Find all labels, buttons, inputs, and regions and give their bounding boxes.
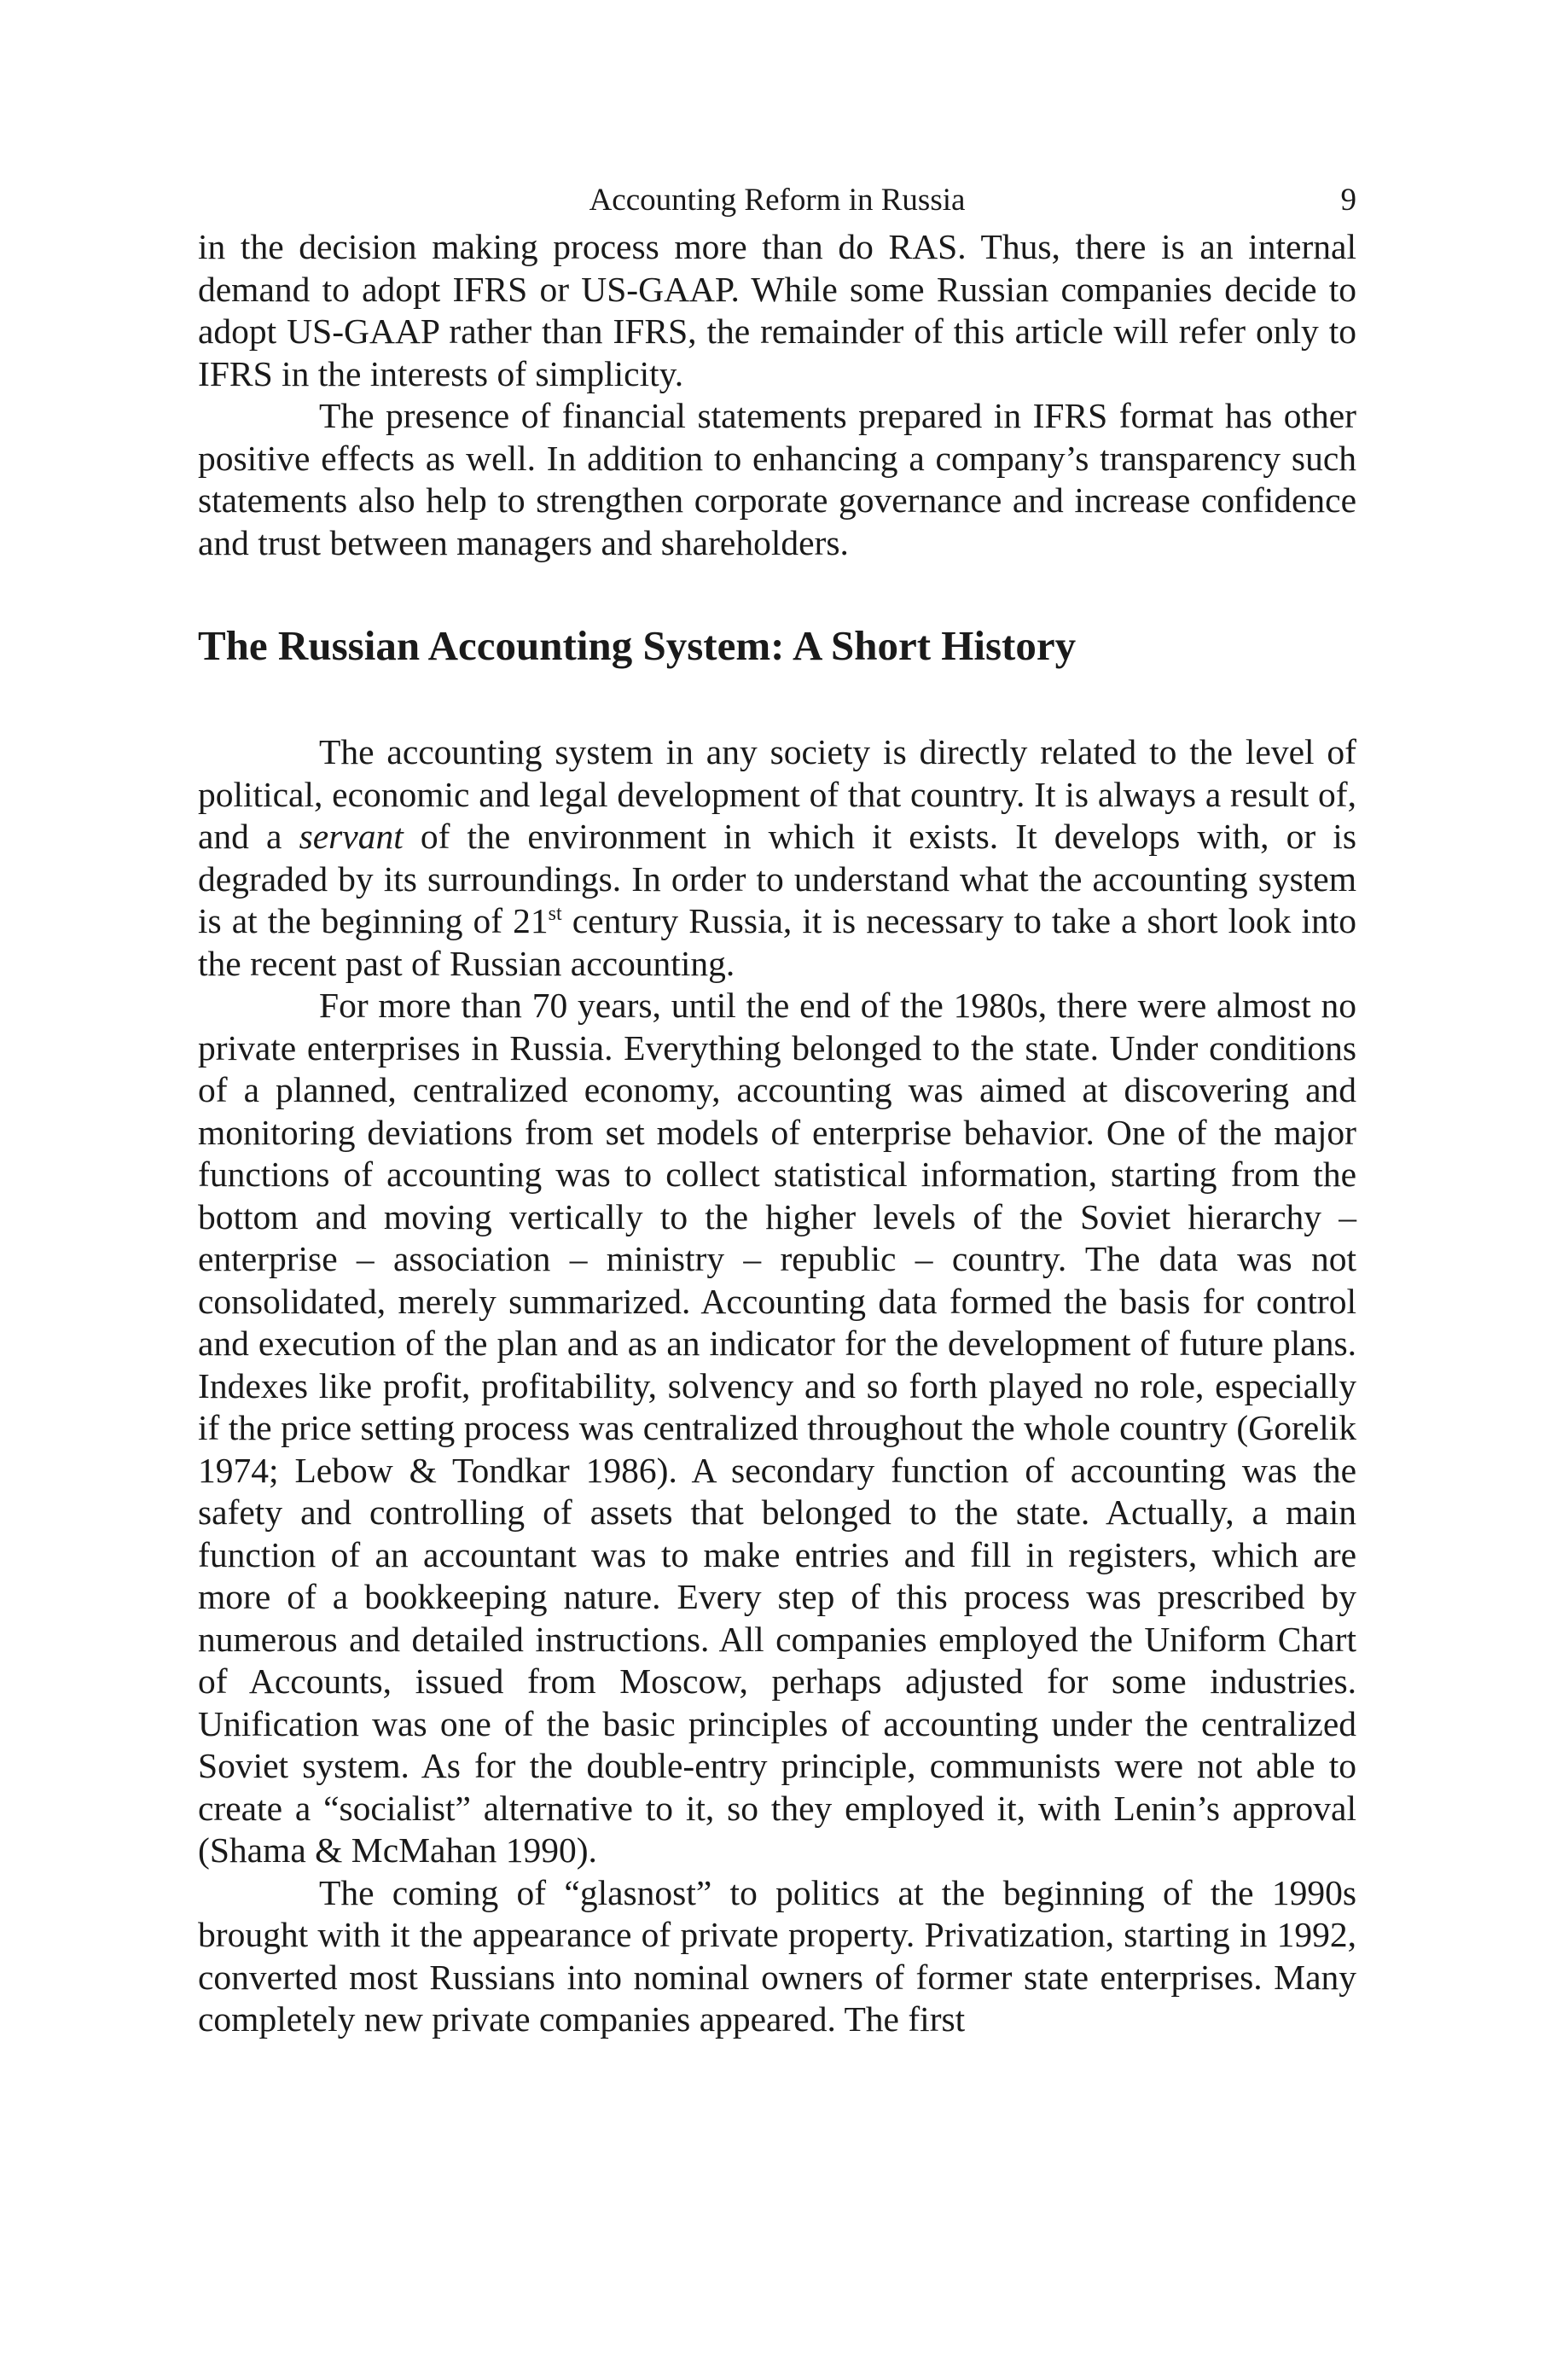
page-number: 9 — [1340, 183, 1356, 218]
document-page — [198, 175, 1356, 2041]
running-header-title: Accounting Reform in Russia — [589, 183, 966, 218]
paragraph-5: The coming of “glasnost” to politics at the beginning of the 1990s brought with it the appearance of private property. Privatization, starting in 1992, converted most Russians into nominal owners of former state enterprises. Many completely new private companies appeared. The first — [198, 1872, 1356, 2039]
paragraph-3-part-1: The accounting system in any society is directly related to the level of political, economic and legal development of that country. It is always a result of, and a — [198, 732, 1356, 856]
paragraph-3-part-3: century Russia, it is necessary to take a short look into the recent past of Russian accounting. — [198, 901, 1356, 983]
paragraph-4: For more than 70 years, until the end of the 1980s, there were almost no private enterprises in Russia. Everything belonged to the state. Under conditions of a planned, centralized economy, accounting was aimed at discovering and monitoring deviations from set models of enterprise behavior. One of the major functions of accounting was to collect statistical information, starting from the bottom and moving vertically to the higher levels of the Soviet hierarchy – enterprise – association – ministry – republic – country. The data was not consolidated, merely summarized. Accounting data formed the basis for control and execution of the plan and as an indicator for the development of future plans. Indexes like profit, profitability, solvency and so forth played no role, especially if the price setting process was centralized throughout the whole country (Gorelik 1974; Lebow & Tondkar 1986). A secondary function of accounting was the safety and controlling of assets that belonged to the state. Actually, a main function of an accountant was to make entries and fill in registers, which are more of a bookkeeping nature. Every step of this process was prescribed by numerous and detailed instructions. All companies employed the Uniform Chart of Accounts, issued from Moscow, perhaps adjusted for some industries. Unification was one of the basic principles of accounting under the centralized Soviet system. As for the double-entry principle, communists were not able to create a “socialist” alternative to it, so they employed it, with Lenin’s approval (Shama & McMahan 1990). — [198, 986, 1356, 1870]
section-heading: The Russian Accounting System: A Short History — [198, 622, 1077, 669]
ordinal-superscript: st — [548, 903, 562, 926]
paragraph-3-part-2: of the environment in which it exists. It develops with, or is degraded by its surroundings. In order to understand what the accounting system is at the beginning of 21 — [198, 817, 1356, 940]
paragraph-1: in the decision making process more than do RAS. Thus, there is an internal demand to adopt IFRS or US-GAAP. While some Russian companies decide to adopt US-GAAP rather than IFRS, the remainder of this article will refer only to IFRS in the interests of simplicity. — [198, 227, 1356, 393]
paragraph-3-emphasis: servant — [299, 817, 404, 856]
paragraph-3 — [198, 731, 1356, 985]
running-header — [198, 175, 1356, 226]
paragraph-2: The presence of financial statements prepared in IFRS format has other positive effects as well. In addition to enhancing a company’s transparency such statements also help to strengthen corporate governance and increase confidence and trust between managers and shareholders. — [198, 396, 1356, 562]
